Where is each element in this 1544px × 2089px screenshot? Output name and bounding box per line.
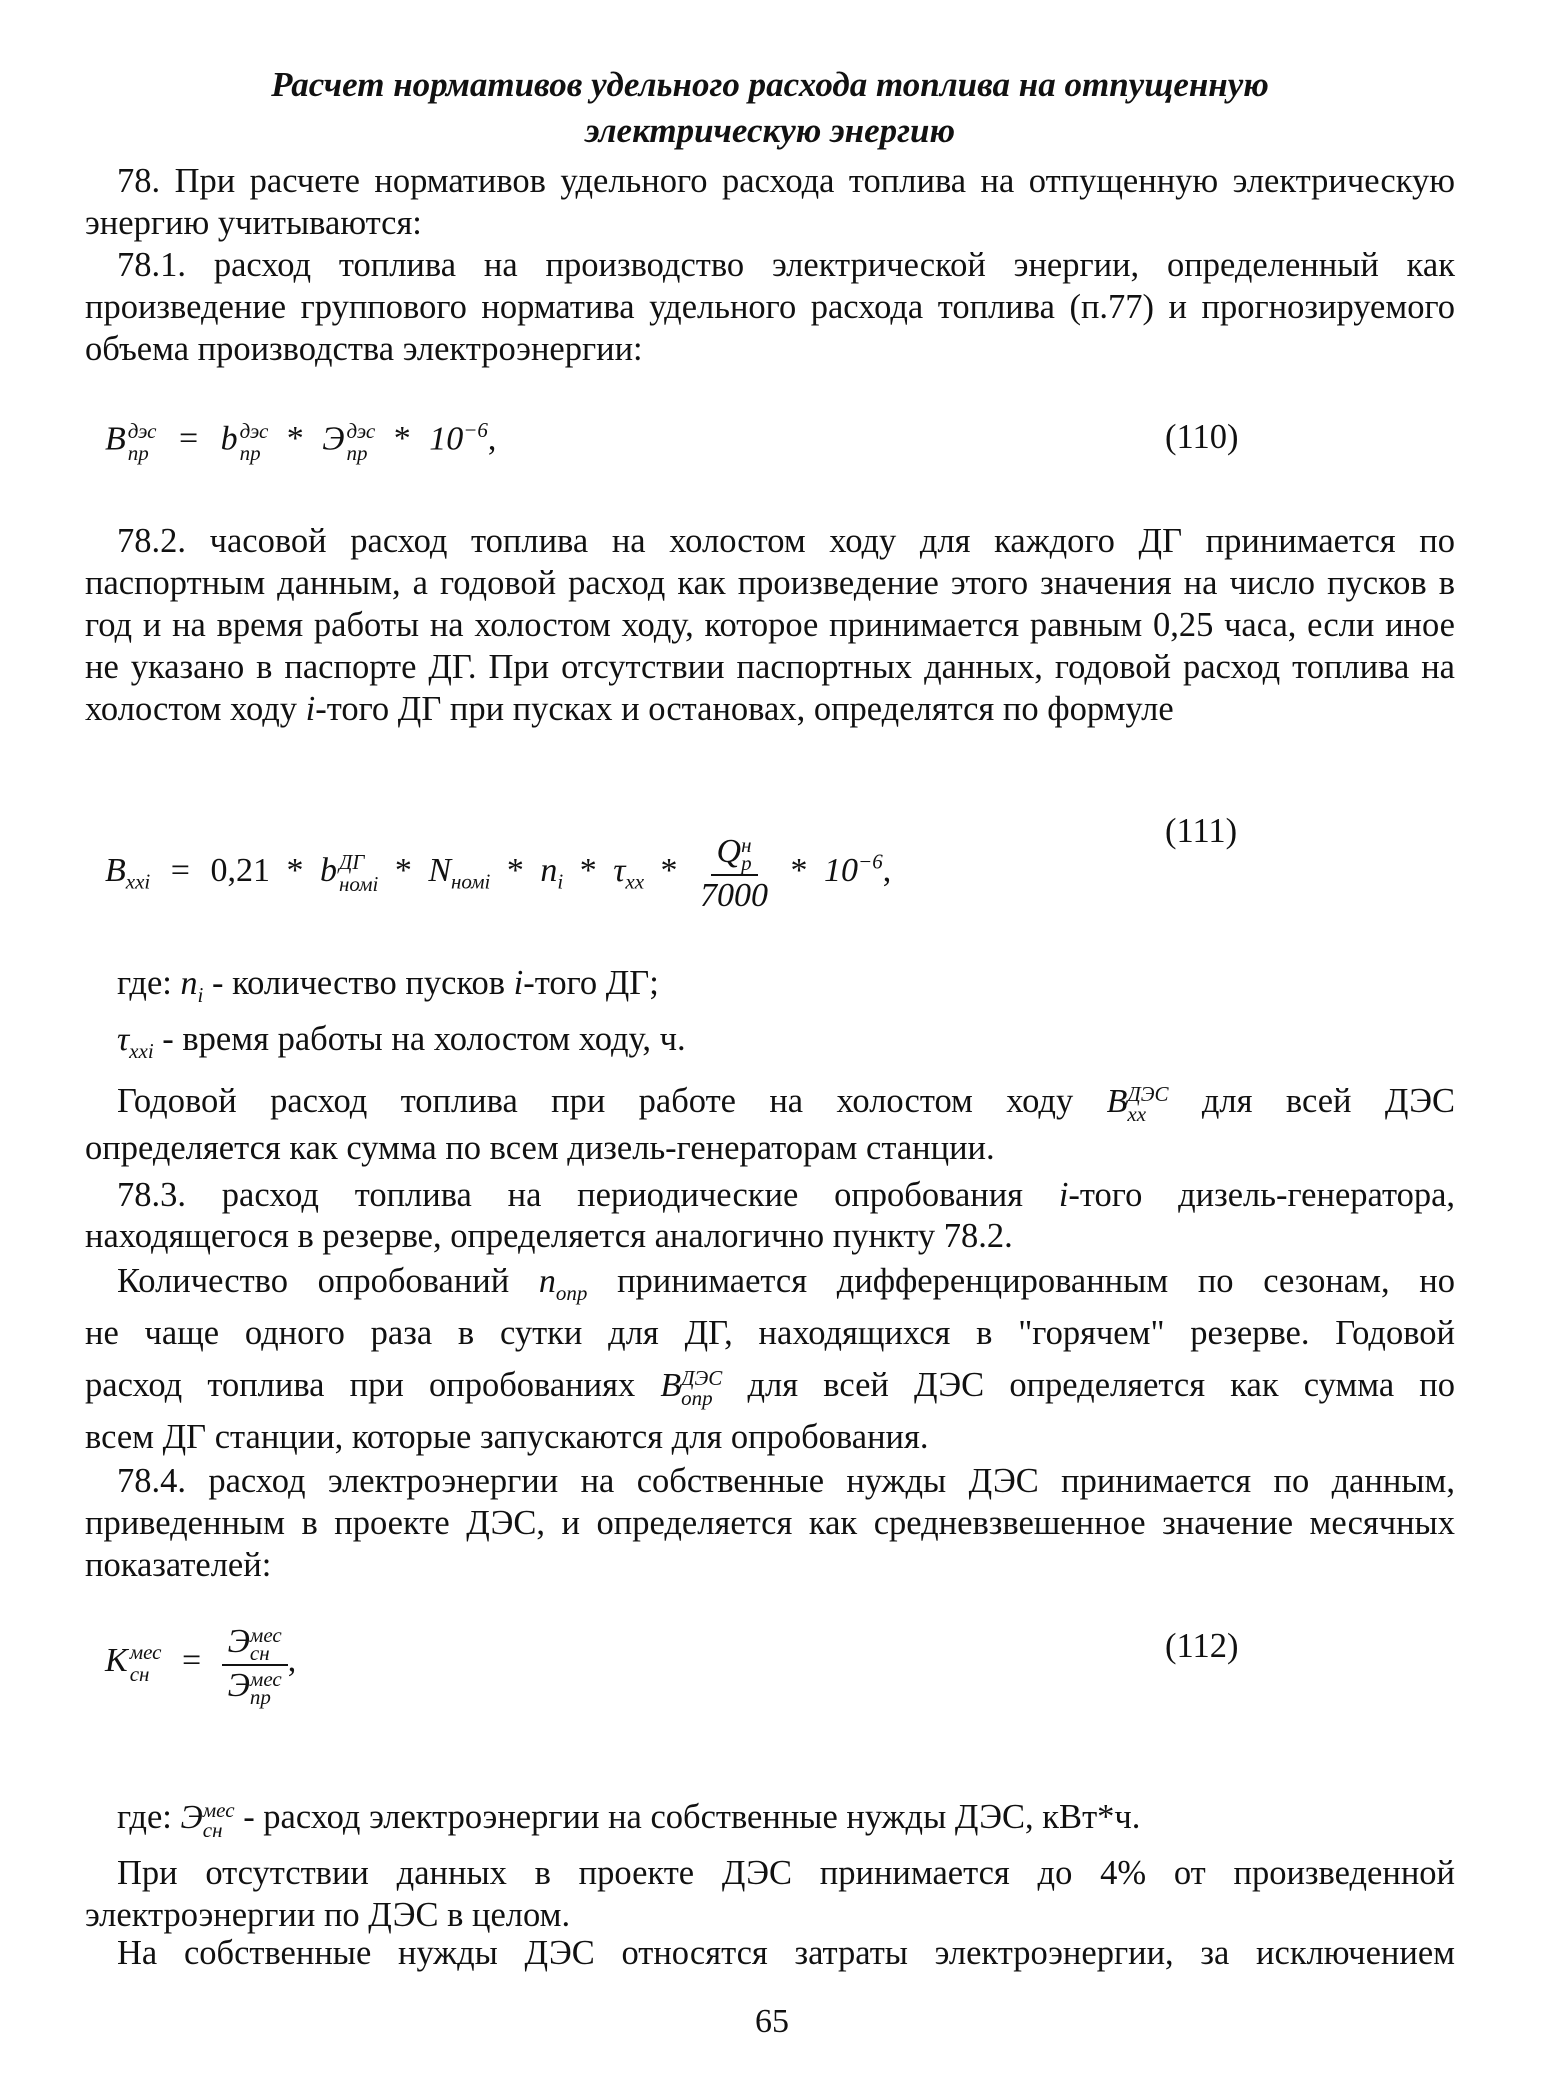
eq110-t1: b <box>220 420 238 458</box>
eq111-op4: * <box>579 851 597 889</box>
tests-line3-sym: B <box>660 1367 682 1404</box>
paragraph-78-2-i: i <box>305 690 316 728</box>
eq111-ni: n <box>540 851 558 889</box>
eq111-op3: * <box>506 851 524 889</box>
tests-post: принимается дифференцированным по сезонам, но <box>617 1262 1455 1300</box>
eq110-equals: = <box>178 420 199 458</box>
where-tau-text: - время работы на холостом ходу, ч. <box>162 1020 686 1058</box>
eq111-frac-den: 7000 <box>700 877 769 914</box>
eq111-equals: = <box>170 851 190 889</box>
eq112-num: Э <box>227 1623 250 1660</box>
paragraph-78-2-text: 78.2. часовой расход топлива на холостом ходу для каждого ДГ принимается по паспортным данным, а годовой расход как произведение этого значения на число пусков в год и на время работы на холостом ходу, которое принимается равным 0,25 часа, если иное не указано в паспорте ДГ. При отсутствии паспортных данных, годовой расход топлива на холостом ходу <box>85 522 1455 728</box>
where-e <box>117 1796 1417 1843</box>
paragraph-78-2-end: -того ДГ при пусках и остановах, определятся по формуле <box>315 690 1174 728</box>
where-ni-text: - количество пусков <box>211 964 505 1002</box>
where-e-sup: мес <box>202 1798 235 1823</box>
equation-110-number: (110) <box>1165 418 1239 456</box>
equation-111 <box>105 830 891 916</box>
eq111-op1: * <box>286 851 304 889</box>
where-ni-sub: i <box>197 982 204 1007</box>
eq111-pow-sup: −6 <box>858 849 883 874</box>
tests-line3-sub: опр <box>681 1386 713 1411</box>
eq112-fraction <box>222 1620 288 1710</box>
section-title <box>85 62 1455 154</box>
eq112-den: Э <box>227 1667 250 1704</box>
eq112-frac-num <box>222 1620 288 1666</box>
eq110-t3-sup: −6 <box>463 418 488 442</box>
eq110-lhs-sub: пр <box>127 440 149 465</box>
tests-line3-pre: расход топлива при опробованиях <box>85 1366 636 1404</box>
equation-112 <box>105 1620 297 1710</box>
where-ni <box>117 962 1417 1016</box>
tests-line2: не чаще одного раза в сутки для ДГ, находящихся в "горячем" резерве. Годовой <box>85 1314 1455 1352</box>
where-ni-end: -того ДГ; <box>523 964 659 1002</box>
paragraph-78-1: 78.1. расход топлива на производство электрической энергии, определенный как произведение группового норматива удельного расхода топлива (п.77) и прогнозируемого объема производства электроэнергии: <box>85 246 1455 368</box>
tests-line3 <box>85 1364 1456 1411</box>
paragraph-78-3-end: -того дизель-генератора, <box>1068 1176 1456 1214</box>
annual-sup: ДЭС <box>1127 1082 1169 1107</box>
eq110-lhs: B <box>105 420 126 458</box>
tests-line3-post: для всей ДЭС определяется как сумма по <box>747 1366 1456 1404</box>
eq110-t2: Э <box>322 420 345 458</box>
where-e-label: где: <box>117 1798 172 1836</box>
page-number: 65 <box>755 2003 789 2040</box>
equation-112-number: (112) <box>1165 1627 1239 1665</box>
eq111-ni-sub: i <box>557 869 564 894</box>
tests-sym: n <box>538 1263 556 1300</box>
eq111-frac-q: Q <box>716 833 742 870</box>
eq112-den-sup: мес <box>249 1667 282 1692</box>
tests-line3-sup: ДЭС <box>681 1366 723 1391</box>
eq112-lhs-sub: сн <box>129 1662 150 1687</box>
annual-sub: xx <box>1127 1102 1147 1127</box>
eq112-num-sup: мес <box>249 1623 282 1648</box>
annual-pre: Годовой расход топлива при работе на холостом ходу <box>117 1082 1074 1120</box>
eq110-t2-sup: дэс <box>346 418 376 443</box>
tests-line4: всем ДГ станции, которые запускаются для опробования. <box>85 1418 929 1456</box>
where-ni-sym: n <box>180 965 198 1002</box>
eq110-op1: * <box>286 420 304 458</box>
eq111-tail: , <box>882 851 892 889</box>
eq110-tail: , <box>487 420 497 458</box>
eq111-op2: * <box>394 851 412 889</box>
eq111-frac-q-sup: н <box>741 833 752 858</box>
tests-sub: опр <box>555 1280 588 1305</box>
eq111-frac-num <box>711 830 758 876</box>
section-title-line2: электрическую энергию <box>584 111 956 150</box>
eq110-t1-sup: дэс <box>239 418 269 443</box>
paragraph-78-3-pre: 78.3. расход топлива на периодические опробования <box>117 1176 1024 1214</box>
equation-111-number: (111) <box>1165 812 1238 850</box>
eq112-den-sub: пр <box>249 1685 271 1710</box>
eq110-t3: 10 <box>429 420 464 458</box>
eq111-coef: 0,21 <box>210 851 270 889</box>
annual-post: для всей ДЭС <box>1201 1082 1456 1120</box>
eq112-equals: = <box>181 1641 202 1679</box>
paragraph-78-4: 78.4. расход электроэнергии на собственные нужды ДЭС принимается по данным, приведенным в проекте ДЭС, и определяется как средневзвешенное значение месячных показателей: <box>85 1462 1455 1584</box>
eq111-b-sup: ДГ <box>338 850 365 874</box>
eq111-lhs-sub: xxi <box>125 869 151 894</box>
paragraph-78-3 <box>85 1174 1455 1216</box>
where-tau <box>117 1018 1417 1072</box>
eq111-op6: * <box>790 851 808 889</box>
where-tau-sym: τ <box>117 1021 130 1058</box>
eq111-lhs: B <box>105 851 126 889</box>
eq111-tau-sub: xx <box>625 869 645 894</box>
paragraph-78: 78. При расчете нормативов удельного расхода топлива на отпущенную электрическую энергию учитываются: <box>85 162 1455 242</box>
equation-110 <box>105 418 496 464</box>
eq111-frac-q-sub: p <box>741 851 752 876</box>
paragraph-last: На собственные нужды ДЭС относятся затраты электроэнергии, за исключением <box>117 1934 1455 1972</box>
eq112-tail: , <box>287 1641 297 1679</box>
eq111-b-sub: номi <box>338 872 379 896</box>
eq110-t2-sub: пр <box>346 440 368 465</box>
eq110-t1-sub: пр <box>239 440 261 465</box>
eq111-n-sub: номi <box>451 869 491 894</box>
eq111-pow: 10 <box>824 851 859 889</box>
eq111-b: b <box>319 851 337 889</box>
paragraph-78-3-line2: находящегося в резерве, определяется аналогично пункту 78.2. <box>85 1217 1013 1255</box>
eq110-lhs-sup: дэс <box>127 418 157 443</box>
where-ni-label: где: <box>117 964 172 1002</box>
eq110-op2: * <box>393 420 411 458</box>
paragraph-absent: При отсутствии данных в проекте ДЭС принимается до 4% от произведенной электроэнергии по ДЭС в целом. <box>85 1854 1455 1934</box>
where-e-sym: Э <box>180 1799 203 1836</box>
eq112-lhs-sup: мес <box>129 1640 162 1665</box>
paragraph-78-3-i: i <box>1058 1176 1069 1214</box>
where-tau-sub: xxi <box>129 1038 154 1063</box>
annual-sym: B <box>1106 1083 1128 1120</box>
eq112-num-sub: сн <box>249 1641 270 1666</box>
annual-line2: определяется как сумма по всем дизель-генераторам станции. <box>85 1129 995 1167</box>
eq112-frac-den <box>222 1666 288 1710</box>
where-e-sub: сн <box>202 1818 223 1843</box>
section-title-line1: Расчет нормативов удельного расхода топлива на отпущенную <box>271 65 1269 104</box>
eq111-n: N <box>428 851 451 889</box>
eq111-fraction <box>694 830 774 916</box>
eq112-lhs: K <box>105 1641 128 1679</box>
eq111-tau: τ <box>613 851 626 889</box>
where-e-text: - расход электроэнергии на собственные нужды ДЭС, кВт*ч. <box>243 1798 1141 1836</box>
paragraph-78-2 <box>85 520 1455 730</box>
annual-line1 <box>117 1080 1456 1127</box>
where-ni-i: i <box>513 964 524 1002</box>
eq111-op5: * <box>660 851 678 889</box>
tests-line1 <box>117 1260 1455 1314</box>
tests-pre: Количество опробований <box>117 1262 510 1300</box>
